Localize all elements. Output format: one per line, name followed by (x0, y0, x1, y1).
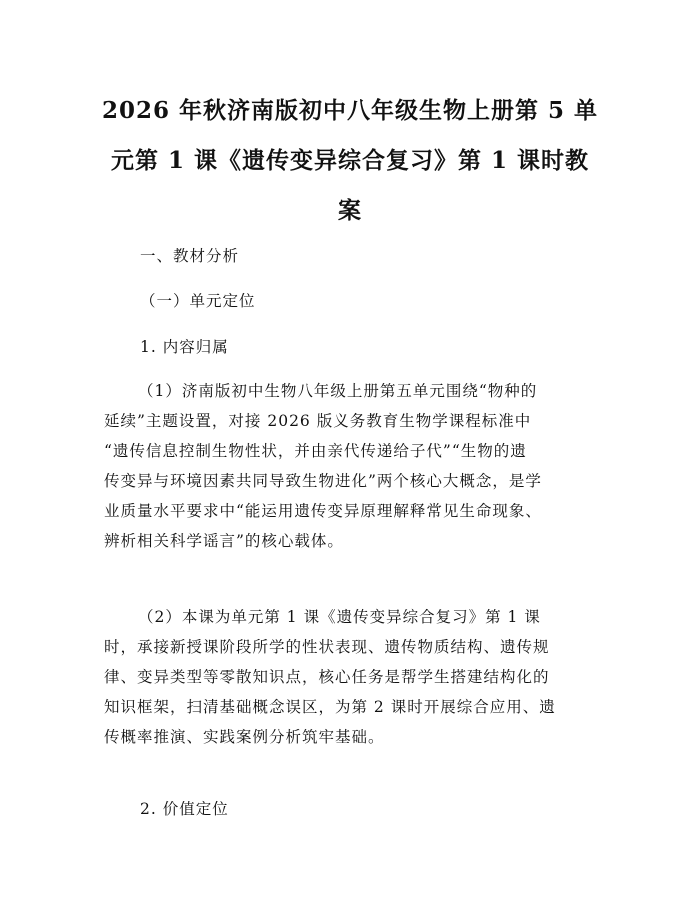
paragraph-lesson-task (104, 602, 604, 752)
paragraph-line: 传概率推演、实践案例分析筑牢基础。 (104, 728, 385, 746)
title-line: 2026 年秋济南版初中八年级生物上册第 5 单 (101, 97, 599, 124)
title-line: 元第 1 课《遗传变异综合复习》第 1 课时教 (110, 147, 590, 174)
paragraph-line: 律、变异类型等零散知识点，核心任务是帮学生搭建结构化的 (104, 668, 550, 686)
paragraph-line: （2）本课为单元第 1 课《遗传变异综合复习》第 1 课 (138, 608, 541, 626)
paragraph-line: “遗传信息控制生物性状，并由亲代传递给子代”“生物的遗 (104, 442, 527, 460)
paragraph-line: 传变异与环境因素共同导致生物进化”两个核心大概念，是学 (104, 472, 542, 490)
title-line: 案 (338, 197, 362, 224)
paragraph-line: 时，承接新授课阶段所学的性状表现、遗传物质结构、遗传规 (104, 638, 550, 656)
paragraph-line: （1）济南版初中生物八年级上册第五单元围绕“物种的 (138, 382, 538, 400)
paragraph-line: 辨析相关科学谣言”的核心载体。 (104, 532, 344, 550)
paragraph-content-attribution (104, 376, 604, 556)
document-title (96, 86, 604, 236)
paragraph-line: 知识框架，扫清基础概念误区，为第 2 课时开展综合应用、遗 (104, 698, 556, 716)
paragraph-line: 业质量水平要求中“能运用遗传变异原理解释常见生命现象、 (104, 502, 542, 520)
section-heading-textbook-analysis: 一、教材分析 (140, 247, 240, 265)
item-heading-value-position: 2. 价值定位 (140, 800, 229, 818)
paragraph-line: 延续”主题设置，对接 2026 版义务教育生物学课程标准中 (104, 412, 532, 430)
item-heading-content-attribution: 1. 内容归属 (140, 338, 229, 356)
subsection-heading-unit-position: （一）单元定位 (140, 292, 256, 310)
